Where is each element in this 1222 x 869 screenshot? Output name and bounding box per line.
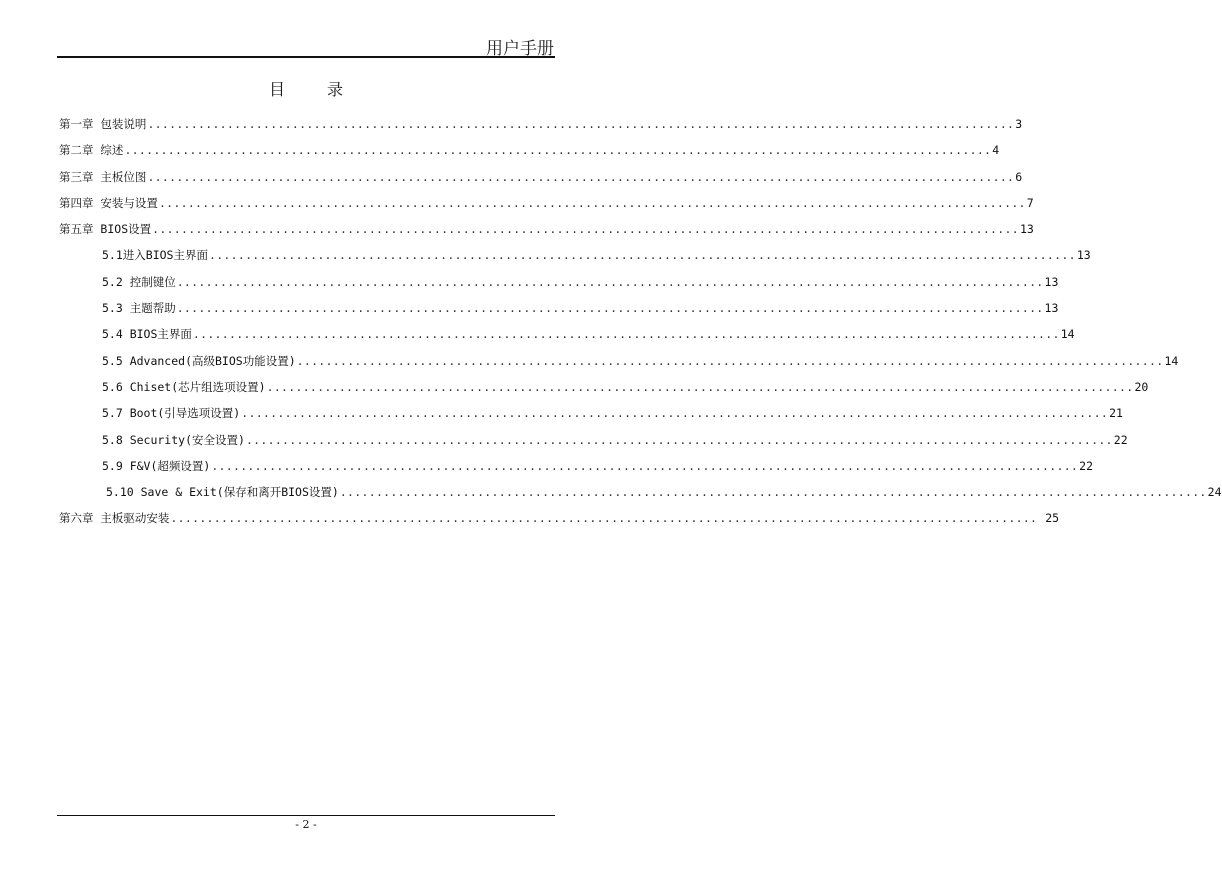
toc-entry-page: 14 [1060,327,1075,342]
toc-entry-label: 5.2 控制键位 [102,274,176,289]
toc-entry-page: 4 [992,143,1000,158]
toc-entry-label: 5.4 BIOS主界面 [102,327,192,342]
toc-entry-chapter-1[interactable] [0,111,1023,137]
toc-entry-label: 第五章 BIOS设置 [59,222,152,237]
toc-leader-dots: ........................................................................................................................ [170,511,1038,526]
toc-entry-section-5-7[interactable] [0,400,1123,426]
toc-entry-section-5-3[interactable] [0,295,1059,321]
toc-entry-page: 14 [1164,353,1179,368]
footer-divider [57,815,555,816]
toc-entry-page: 13 [1076,248,1091,263]
toc-entry-page: 25 [1038,511,1060,526]
running-header-title: 用户手册 [486,39,554,59]
toc-entry-page: 13 [1019,222,1034,237]
toc-leader-dots: ........................................................................................................................ [158,195,1026,210]
toc-entry-section-5-4[interactable] [0,321,1075,347]
toc-entry-page: 6 [1015,169,1023,184]
toc-leader-dots: ........................................................................................................................ [296,353,1164,368]
toc-entry-page: 21 [1109,406,1123,421]
toc-entry-section-5-6[interactable] [0,374,1149,400]
toc-entry-chapter-6[interactable] [0,505,1060,531]
toc-entry-label: 5.1进入BIOS主界面 [102,248,208,263]
toc-entry-label: 5.6 Chiset(芯片组选项设置) [102,379,266,394]
toc-entry-label: 5.3 主题帮助 [102,301,176,316]
table-of-contents [0,111,1222,532]
toc-entry-section-5-8[interactable] [0,427,1128,453]
toc-entry-label: 5.10 Save & Exit(保存和离开BIOS设置) [106,485,339,500]
toc-leader-dots: ........................................................................................................................ [245,432,1113,447]
toc-leader-dots: ........................................................................................................................ [124,143,992,158]
toc-entry-page: 24 [1207,485,1222,500]
toc-entry-label: 第六章 主板驱动安装 [59,511,170,526]
toc-entry-chapter-5[interactable] [0,216,1034,242]
toc-leader-dots: ........................................................................................................................ [266,379,1134,394]
toc-entry-page: 22 [1113,432,1128,447]
toc-entry-chapter-2[interactable] [0,137,1000,163]
toc-entry-section-5-5[interactable] [0,348,1179,374]
toc-entry-label: 5.8 Security(安全设置) [102,432,245,447]
toc-entry-section-5-1[interactable] [0,242,1091,268]
toc-leader-dots: ........................................................................................................................ [176,274,1044,289]
page-number: - 2 - [295,818,317,831]
toc-leader-dots: ........................................................................................................................ [176,301,1044,316]
toc-leader-dots: ........................................................................................................................ [211,458,1079,473]
toc-title [0,77,612,100]
toc-entry-page: 13 [1044,301,1059,316]
toc-entry-page: 7 [1026,195,1034,210]
toc-leader-dots: ........................................................................................................................ [208,248,1076,263]
toc-entry-label: 第二章 综述 [59,143,124,158]
toc-title-char-1: 目 [268,80,285,99]
toc-entry-section-5-10[interactable] [0,479,1222,505]
toc-entry-label: 第三章 主板位图 [59,169,147,184]
toc-entry-chapter-3[interactable] [0,164,1023,190]
toc-entry-page: 20 [1134,379,1149,394]
toc-title-char-2: 录 [327,80,344,99]
toc-entry-label: 第一章 包装说明 [59,117,147,131]
toc-entry-section-5-2[interactable] [0,269,1059,295]
toc-leader-dots: ........................................................................................................................ [241,406,1109,421]
toc-entry-label: 第四章 安装与设置 [59,195,158,210]
toc-entry-chapter-4[interactable] [0,190,1034,216]
toc-entry-label: 5.7 Boot(引导选项设置) [102,406,241,421]
toc-leader-dots: ........................................................................................................................ [147,117,1015,131]
header-divider [57,56,555,58]
toc-leader-dots: ........................................................................................................................ [339,485,1207,500]
toc-entry-label: 5.5 Advanced(高级BIOS功能设置) [102,353,296,368]
toc-entry-page: 13 [1044,274,1059,289]
toc-entry-section-5-9[interactable] [0,453,1094,479]
toc-leader-dots: ........................................................................................................................ [147,169,1015,184]
toc-leader-dots: ........................................................................................................................ [192,327,1060,342]
toc-entry-label: 5.9 F&V(超频设置) [102,458,211,473]
toc-entry-page: 3 [1015,117,1023,131]
toc-entry-page: 22 [1079,458,1094,473]
toc-leader-dots: ........................................................................................................................ [152,222,1019,237]
